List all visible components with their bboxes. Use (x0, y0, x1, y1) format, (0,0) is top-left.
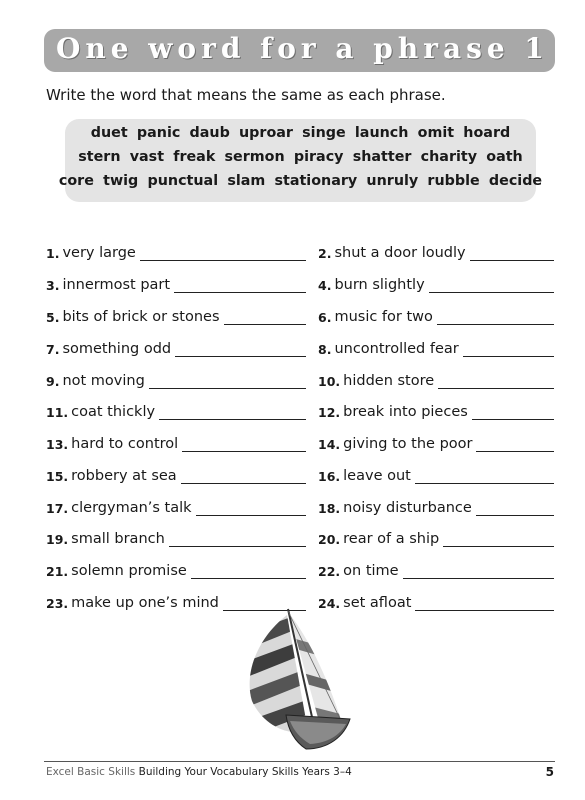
question-item (318, 400, 554, 420)
word-bank-row (65, 149, 536, 165)
question-text: burn slightly (334, 277, 425, 293)
answer-line[interactable] (472, 405, 554, 420)
question-item (318, 496, 554, 516)
question-number: 21. (46, 564, 69, 579)
question-text: coat thickly (71, 404, 156, 420)
answer-line[interactable] (438, 374, 554, 389)
answer-line[interactable] (196, 501, 306, 516)
word-bank-word: daub (189, 125, 230, 141)
word-bank-word: shatter (352, 149, 412, 165)
question-number: 3. (46, 278, 60, 293)
question-number: 1. (46, 246, 60, 261)
question-text: break into pieces (343, 404, 468, 420)
sailboat-illustration (242, 605, 354, 753)
title-banner (44, 29, 555, 72)
question-number: 2. (318, 246, 332, 261)
answer-line[interactable] (463, 342, 554, 357)
answer-line[interactable] (437, 310, 554, 325)
word-bank-word: singe (302, 125, 346, 141)
question-item (318, 305, 554, 325)
question-item (46, 273, 306, 293)
question-item (46, 241, 306, 261)
word-bank-word: slam (227, 173, 266, 189)
word-bank-row (58, 173, 543, 189)
question-item (46, 400, 306, 420)
answer-line[interactable] (476, 437, 554, 452)
answer-line[interactable] (443, 532, 554, 547)
question-item (318, 337, 554, 357)
question-item (46, 464, 306, 484)
word-bank-word: core (58, 173, 94, 189)
question-number: 13. (46, 437, 69, 452)
question-number: 17. (46, 501, 69, 516)
question-text: very large (62, 245, 136, 261)
word-bank-word: freak (173, 149, 216, 165)
question-number: 19. (46, 532, 69, 547)
answer-line[interactable] (159, 405, 306, 420)
footer-divider (44, 761, 555, 762)
question-text: shut a door loudly (334, 245, 466, 261)
answer-line[interactable] (169, 532, 306, 547)
answer-line[interactable] (476, 501, 554, 516)
word-bank-word: twig (103, 173, 139, 189)
question-item (46, 527, 306, 547)
question-text: music for two (334, 309, 433, 325)
question-item (318, 432, 554, 452)
question-number: 10. (318, 374, 341, 389)
question-number: 7. (46, 342, 60, 357)
word-bank-word: piracy (293, 149, 344, 165)
question-text: leave out (343, 468, 411, 484)
question-item (318, 527, 554, 547)
question-item (318, 241, 554, 261)
word-bank (58, 119, 543, 202)
answer-line[interactable] (140, 246, 306, 261)
word-bank-word: stern (78, 149, 121, 165)
word-bank-word: punctual (147, 173, 219, 189)
word-bank-word: charity (420, 149, 478, 165)
question-item (318, 464, 554, 484)
question-number: 20. (318, 532, 341, 547)
answer-line[interactable] (181, 469, 306, 484)
question-number: 4. (318, 278, 332, 293)
question-text: bits of brick or stones (62, 309, 220, 325)
word-bank-word: hoard (463, 125, 511, 141)
question-text: not moving (62, 373, 145, 389)
answer-line[interactable] (415, 596, 554, 611)
answer-line[interactable] (191, 564, 306, 579)
word-bank-word: oath (486, 149, 523, 165)
word-bank-word: unruly (366, 173, 419, 189)
question-item (46, 559, 306, 579)
word-bank-word: duet (90, 125, 128, 141)
question-item (46, 305, 306, 325)
question-number: 12. (318, 405, 341, 420)
question-item (46, 337, 306, 357)
question-number: 11. (46, 405, 69, 420)
page-number: 5 (545, 765, 554, 779)
question-text: set afloat (343, 595, 412, 611)
question-text: hard to control (71, 436, 179, 452)
answer-line[interactable] (175, 342, 306, 357)
answer-line[interactable] (182, 437, 306, 452)
word-bank-word: sermon (224, 149, 285, 165)
answer-line[interactable] (224, 310, 306, 325)
word-bank-word: rubble (427, 173, 480, 189)
question-text: rear of a ship (343, 531, 440, 547)
question-number: 5. (46, 310, 60, 325)
question-item (318, 369, 554, 389)
page-title: One word for a phrase 1 (56, 32, 549, 65)
answer-line[interactable] (174, 278, 306, 293)
question-text: noisy disturbance (343, 500, 472, 516)
question-text: on time (343, 563, 399, 579)
question-item (318, 273, 554, 293)
question-item (318, 559, 554, 579)
question-number: 14. (318, 437, 341, 452)
question-item (46, 432, 306, 452)
question-number: 24. (318, 596, 341, 611)
word-bank-word: launch (354, 125, 409, 141)
answer-line[interactable] (470, 246, 554, 261)
question-text: giving to the poor (343, 436, 473, 452)
word-bank-word: stationary (274, 173, 358, 189)
question-number: 15. (46, 469, 69, 484)
word-bank-row (65, 125, 536, 141)
word-bank-word: vast (129, 149, 165, 165)
question-text: hidden store (343, 373, 435, 389)
question-text: solemn promise (71, 563, 187, 579)
question-number: 18. (318, 501, 341, 516)
question-text: uncontrolled fear (334, 341, 459, 357)
question-text: make up one’s mind (71, 595, 219, 611)
question-text: something odd (62, 341, 172, 357)
book-title: Building Your Vocabulary Skills Years 3–4 (138, 766, 352, 778)
word-bank-word: decide (488, 173, 543, 189)
question-number: 23. (46, 596, 69, 611)
question-number: 8. (318, 342, 332, 357)
instructions: Write the word that means the same as each phrase. (46, 86, 446, 104)
answer-line[interactable] (415, 469, 554, 484)
question-number: 9. (46, 374, 60, 389)
answer-line[interactable] (403, 564, 554, 579)
question-item (46, 496, 306, 516)
question-item (46, 369, 306, 389)
question-text: innermost part (62, 277, 171, 293)
question-number: 6. (318, 310, 332, 325)
answer-line[interactable] (149, 374, 306, 389)
question-text: small branch (71, 531, 165, 547)
answer-line[interactable] (429, 278, 554, 293)
footer-credit (46, 766, 352, 778)
question-number: 16. (318, 469, 341, 484)
word-bank-word: omit (417, 125, 455, 141)
question-text: robbery at sea (71, 468, 177, 484)
word-bank-word: uproar (239, 125, 293, 141)
word-bank-word: panic (136, 125, 181, 141)
series-name: Excel Basic Skills (46, 766, 136, 778)
question-text: clergyman’s talk (71, 500, 192, 516)
question-number: 22. (318, 564, 341, 579)
